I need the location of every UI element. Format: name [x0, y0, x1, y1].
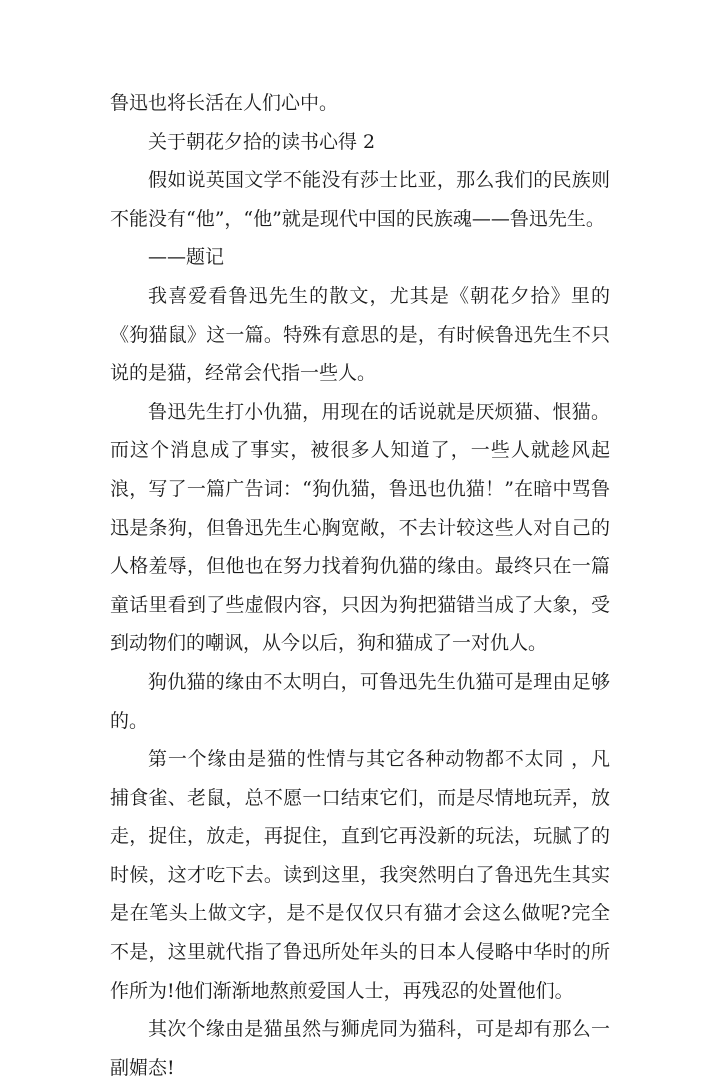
- epigraph-attribution: ——题记: [148, 246, 225, 269]
- document-page: [110, 84, 610, 1087]
- body-paragraph: 其次个缘由是猫虽然与狮虎同为猫科，可是却有那么一副媚态!: [110, 1018, 610, 1079]
- continued-paragraph: 鲁迅也将长活在人们心中。: [110, 92, 339, 114]
- body-paragraph: 鲁迅先生打小仇猫，用现在的话说就是厌烦猫、恨猫。而这个消息成了事实，被很多人知道了，一些人就趁风起浪，写了一篇广告词：“狗仇猫，鲁迅也仇猫！”在暗中骂鲁迅是条狗，但鲁迅先生心胸宽敞，不去计较这些人对自己的人格羞辱，但他也在努力找着狗仇猫的缘由。最终只在一篇童话里看到了些虚假内容，只因为狗把猫错当成了大象，受到动物们的嘲讽，从今以后，狗和猫成了一对仇人。: [110, 400, 610, 655]
- body-paragraph: 狗仇猫的缘由不太明白，可鲁迅先生仇猫可是理由足够的。: [110, 670, 610, 732]
- epigraph-paragraph: 假如说英国文学不能没有莎士比亚，那么我们的民族则不能没有“他”，“他”就是现代中国的民族魂——鲁迅先生。: [110, 169, 610, 230]
- body-paragraph: 我喜爱看鲁迅先生的散文，尤其是《朝花夕拾》里的《狗猫鼠》这一篇。特殊有意思的是，有时候鲁迅先生不只说的是猫，经常会代指一些人。: [110, 284, 610, 385]
- body-paragraph: 第一个缘由是猫的性情与其它各种动物都不太同 ，凡捕食雀、老鼠，总不愿一口结束它们，而是尽情地玩弄，放走，捉住，放走，再捉住，直到它再没新的玩法，玩腻了的时候，这才吃下去。读到这里，我突然明白了鲁迅先生其实是在笔头上做文字，是不是仅仅只有猫才会这么做呢?完全不是，这里就代指了鲁迅所处年头的日本人侵略中华时的所作所为!他们渐渐地熬煎爱国人士，再残忍的处置他们。: [110, 748, 610, 1002]
- section-heading: 关于朝花夕拾的读书心得 2: [148, 130, 376, 153]
